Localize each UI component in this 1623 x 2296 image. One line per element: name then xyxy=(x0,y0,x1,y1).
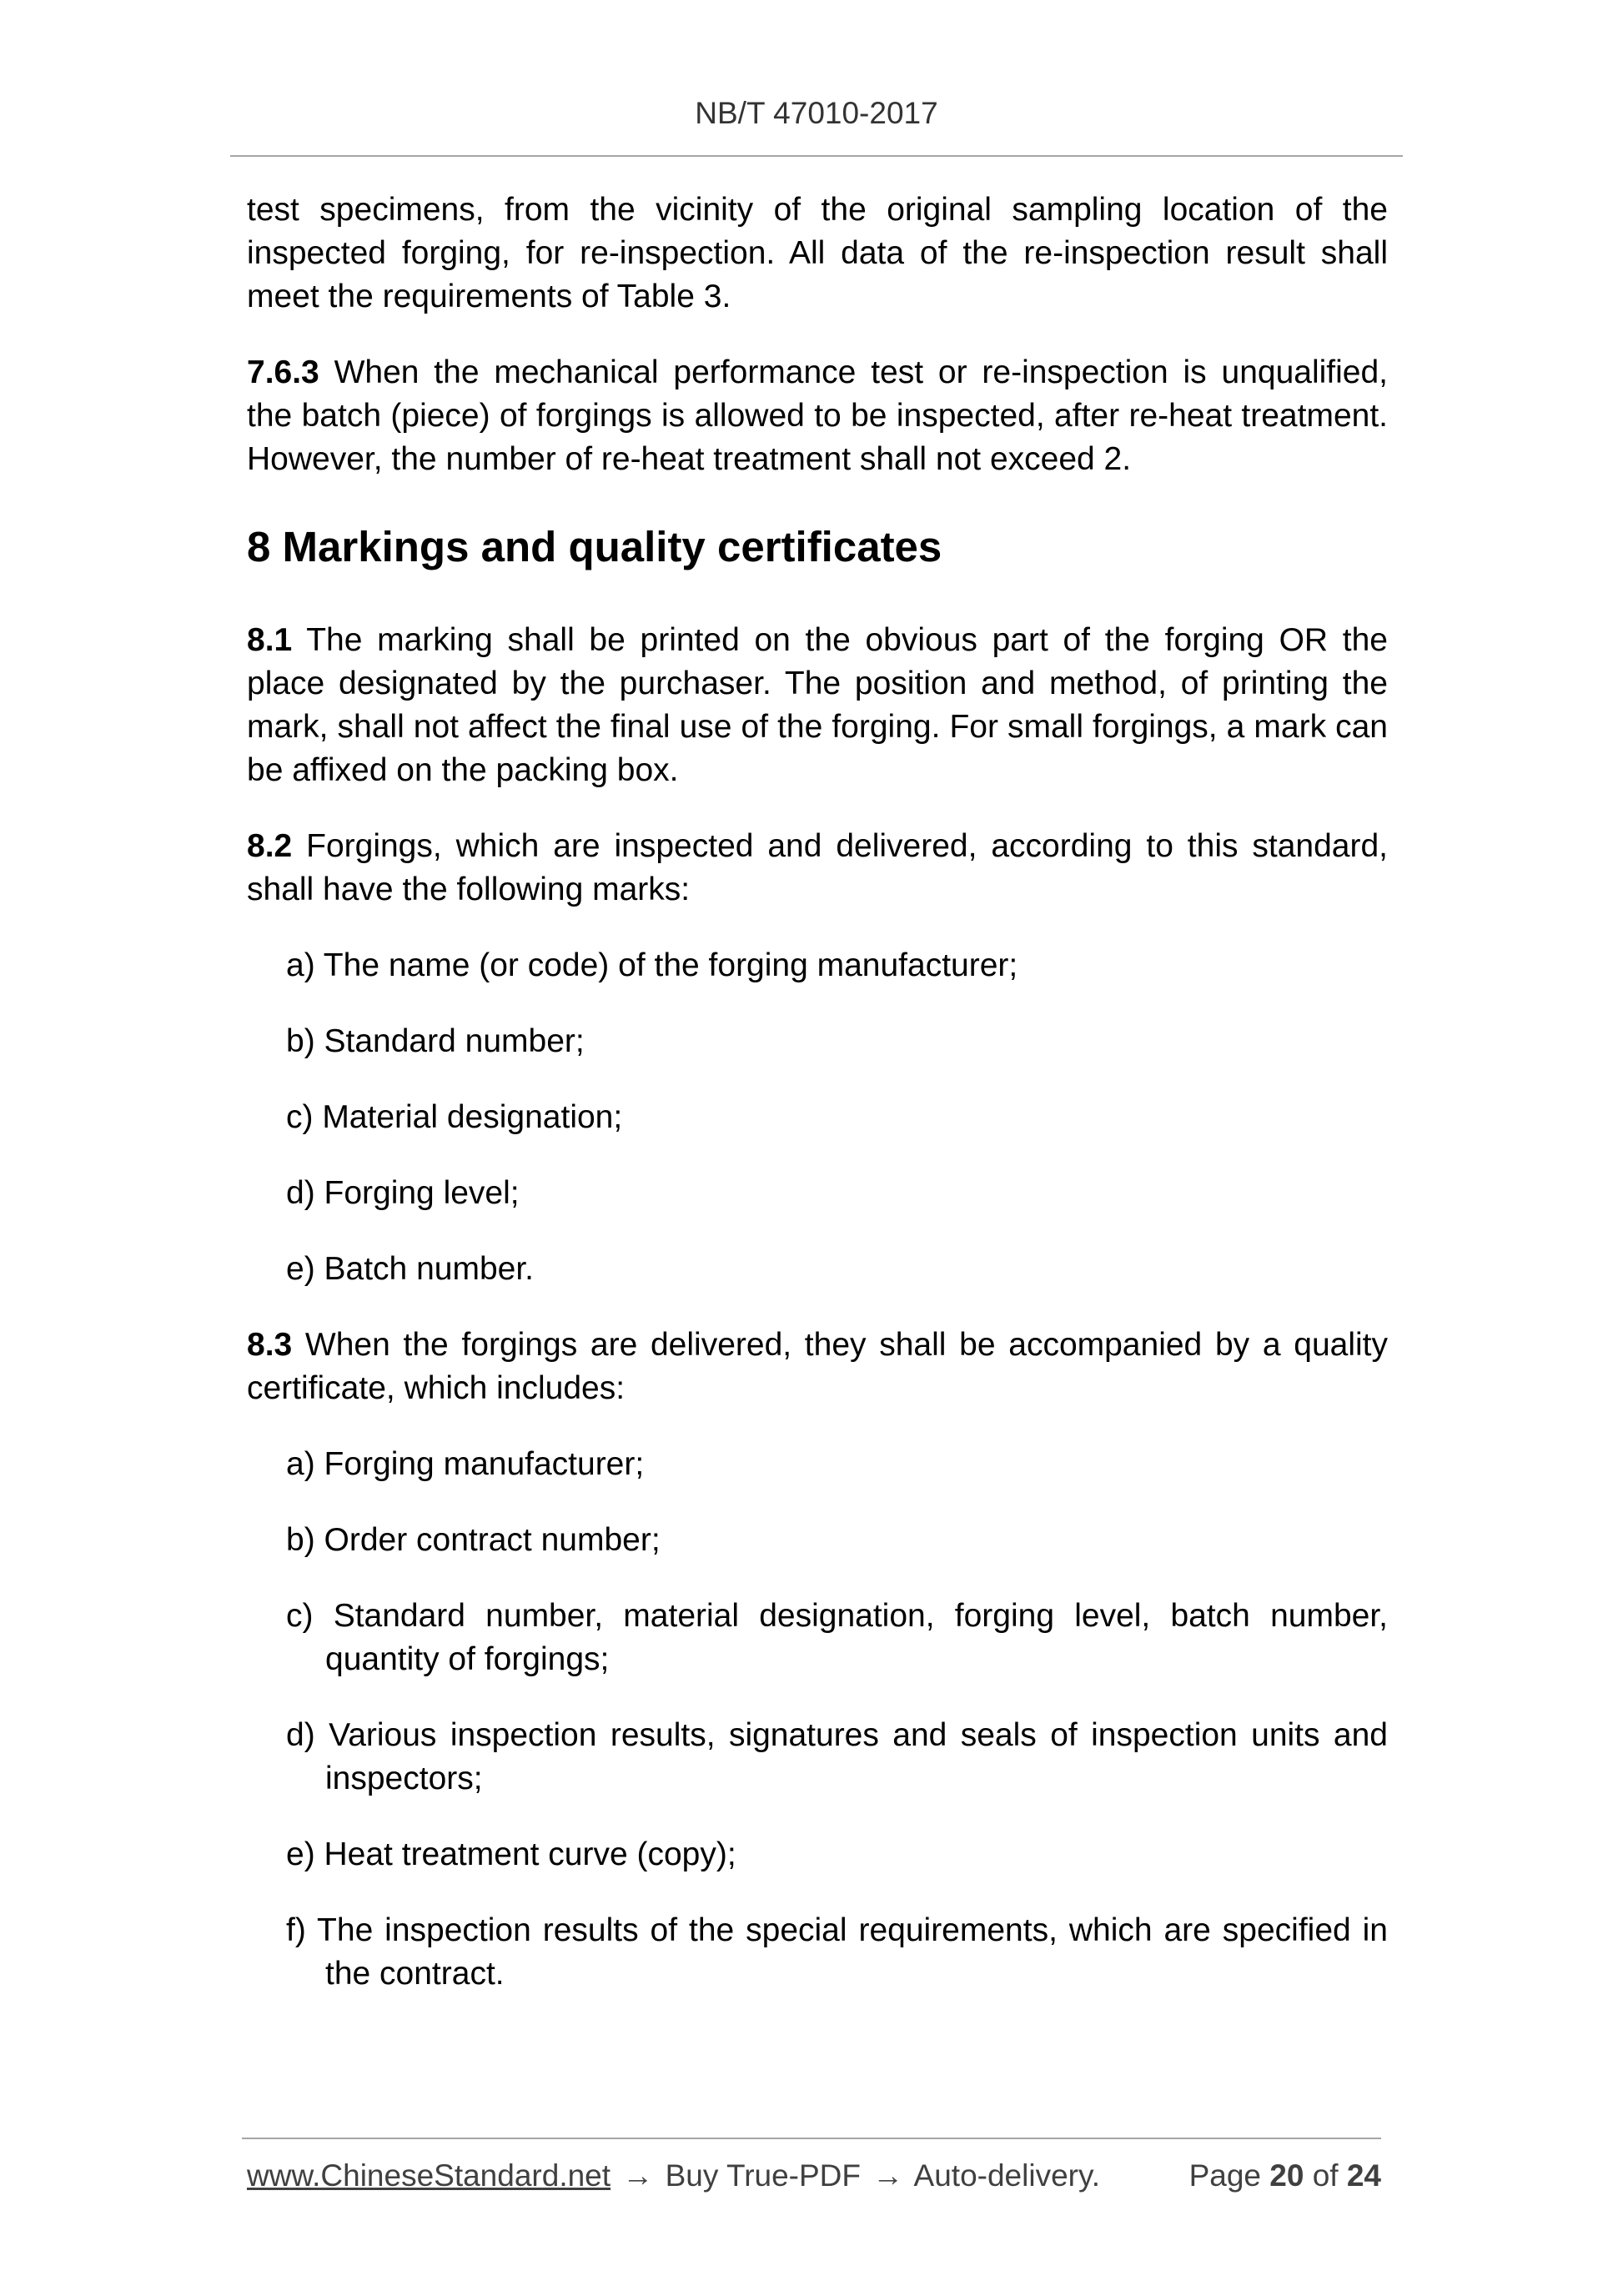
certificate-contents-list xyxy=(247,1443,1388,1996)
marks-list xyxy=(247,944,1388,1291)
page-indicator xyxy=(1189,2158,1381,2193)
clause-8-1 xyxy=(247,619,1388,792)
list-item: a) The name (or code) of the forging manufacturer; xyxy=(286,947,1018,983)
list-item: a) Forging manufacturer; xyxy=(286,1446,645,1482)
list-item: c) Material designation; xyxy=(286,1099,623,1135)
clause-number: 8.1 xyxy=(247,622,293,658)
arrow-right-icon: → xyxy=(872,2158,904,2193)
clause-text: When the forgings are delivered, they shall be accompanied by a quality certificate, which includes: xyxy=(247,1327,1388,1406)
page-footer xyxy=(247,2158,1381,2193)
delivery-text: Auto-delivery. xyxy=(913,2158,1101,2193)
list-item: c) Standard number, material designation, forging level, batch number, quantity of forgings; xyxy=(286,1598,1388,1677)
page-content xyxy=(247,188,1388,2028)
page-of: of xyxy=(1312,2158,1339,2193)
clause-7-6-3 xyxy=(247,351,1388,481)
footer-divider xyxy=(242,2138,1381,2139)
list-item: f) The inspection results of the special requirements, which are specified in the contract. xyxy=(286,1912,1388,1992)
doc-id: NB/T 47010-2017 xyxy=(695,96,938,130)
list-item: d) Various inspection results, signatures and seals of inspection units and inspectors; xyxy=(286,1717,1388,1796)
list-item: d) Forging level; xyxy=(286,1175,520,1211)
website-link[interactable]: www.ChineseStandard.net xyxy=(247,2158,611,2193)
list-item: e) Heat treatment curve (copy); xyxy=(286,1836,736,1872)
clause-number: 8.2 xyxy=(247,828,293,864)
header-divider xyxy=(230,155,1403,157)
footer-promo xyxy=(247,2158,1100,2193)
clause-text: When the mechanical performance test or re-inspection is unqualified, the batch (piece) of forgings is allowed to be inspected, after re-heat treatment. However, the number of re-heat treatment shall not exceed 2. xyxy=(247,354,1388,477)
clause-text: The marking shall be printed on the obvious part of the forging OR the place designated by the purchaser. The position and method, of printing the mark, shall not affect the final use of the forging. For small forgings, a mark can be affixed on the packing box. xyxy=(247,622,1388,788)
buy-text: Buy True-PDF xyxy=(665,2158,862,2193)
page-total: 24 xyxy=(1346,2158,1381,2193)
section-heading: 8 Markings and quality certificates xyxy=(247,523,942,570)
clause-8-3 xyxy=(247,1324,1388,1410)
document-header xyxy=(230,96,1403,131)
intro-paragraph: test specimens, from the vicinity of the original sampling location of the inspected forging, for re-inspection. All data of the re-inspection result shall meet the requirements of Table 3. xyxy=(247,192,1388,314)
page-label: Page xyxy=(1188,2158,1261,2193)
page-current: 20 xyxy=(1269,2158,1304,2193)
clause-text: Forgings, which are inspected and delivered, according to this standard, shall have the following marks: xyxy=(247,828,1388,907)
clause-number: 8.3 xyxy=(247,1327,293,1363)
list-item: b) Standard number; xyxy=(286,1023,585,1059)
clause-8-2 xyxy=(247,825,1388,912)
list-item: b) Order contract number; xyxy=(286,1522,661,1558)
list-item: e) Batch number. xyxy=(286,1251,534,1287)
clause-number: 7.6.3 xyxy=(247,354,319,390)
arrow-right-icon: → xyxy=(622,2158,654,2193)
